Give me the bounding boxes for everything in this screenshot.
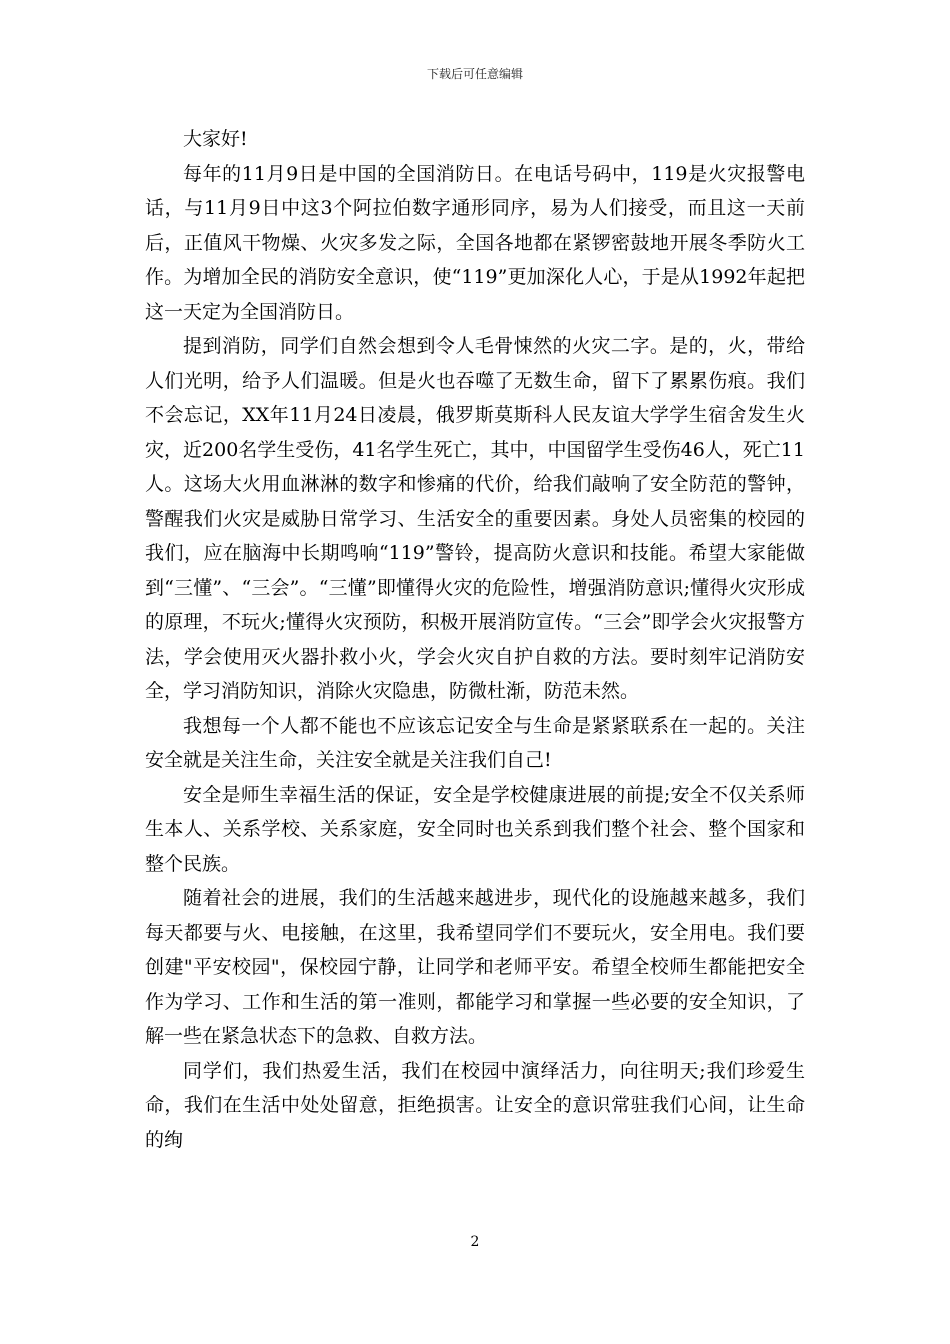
body-paragraph: 每年的11月9日是中国的全国消防日。在电话号码中，119是火灾报警电话，与11月9日中这3个阿拉伯数字通形同序，易为人们接受，而且这一天前后，正值风干物燥、火灾多发之际，全国各地都在紧锣密鼓地开展冬季防火工作。为增加全民的消防安全意识，使“119”更加深化人心，于是从1992年起把这一天定为全国消防日。	[145, 162, 805, 323]
body-paragraph: 提到消防，同学们自然会想到令人毛骨悚然的火灾二字。是的，火，带给人们光明，给予人们温暖。但是火也吞噬了无数生命，留下了累累伤痕。我们不会忘记，XX年11月24日凌晨，俄罗斯莫斯科人民友谊大学学生宿舍发生火灾，近200名学生受伤，41名学生死亡，其中，中国留学生受伤46人，死亡11人。这场大火用血淋淋的数字和惨痛的代价，给我们敲响了安全防范的警钟，警醒我们火灾是威胁日常学习、生活安全的重要因素。身处人员密集的校园的我们，应在脑海中长期鸣响“119”警铃，提高防火意识和技能。希望大家能做到“三懂”、“三会”。“三懂”即懂得火灾的危险性，增强消防意识;懂得火灾形成的原理，不玩火;懂得火灾预防，积极开展消防宣传。“三会”即学会火灾报警方法，学会使用灭火器扑救小火，学会火灾自护自救的方法。要时刻牢记消防安全，学习消防知识，消除火灾隐患，防微杜渐，防范未然。	[145, 335, 805, 702]
body-paragraph: 随着社会的进展，我们的生活越来越进步，现代化的设施越来越多，我们每天都要与火、电接触，在这里，我希望同学们不要玩火，安全用电。我们要创建"平安校园"，保校园宁静，让同学和老师平安。希望全校师生都能把安全作为学习、工作和生活的第一准则，都能学习和掌握一些必要的安全知识，了解一些在紧急状态下的急救、自救方法。	[145, 887, 805, 1047]
body-paragraph: 安全是师生幸福生活的保证，安全是学校健康进展的前提;安全不仅关系师生本人、关系学校、关系家庭，安全同时也关系到我们整个社会、整个国家和整个民族。	[145, 783, 805, 875]
greeting-paragraph: 大家好!	[183, 128, 248, 150]
page-number: 2	[470, 1234, 480, 1250]
body-paragraph: 我想每一个人都不能也不应该忘记安全与生命是紧紧联系在一起的。关注安全就是关注生命，关注安全就是关注我们自己!	[145, 714, 805, 771]
document-body	[145, 122, 805, 1157]
body-paragraph: 同学们，我们热爱生活，我们在校园中演绎活力，向往明天;我们珍爱生命，我们在生活中处处留意，拒绝损害。让安全的意识常驻我们心间，让生命的绚	[145, 1059, 805, 1151]
page-header: 下载后可任意编辑	[426, 67, 523, 81]
